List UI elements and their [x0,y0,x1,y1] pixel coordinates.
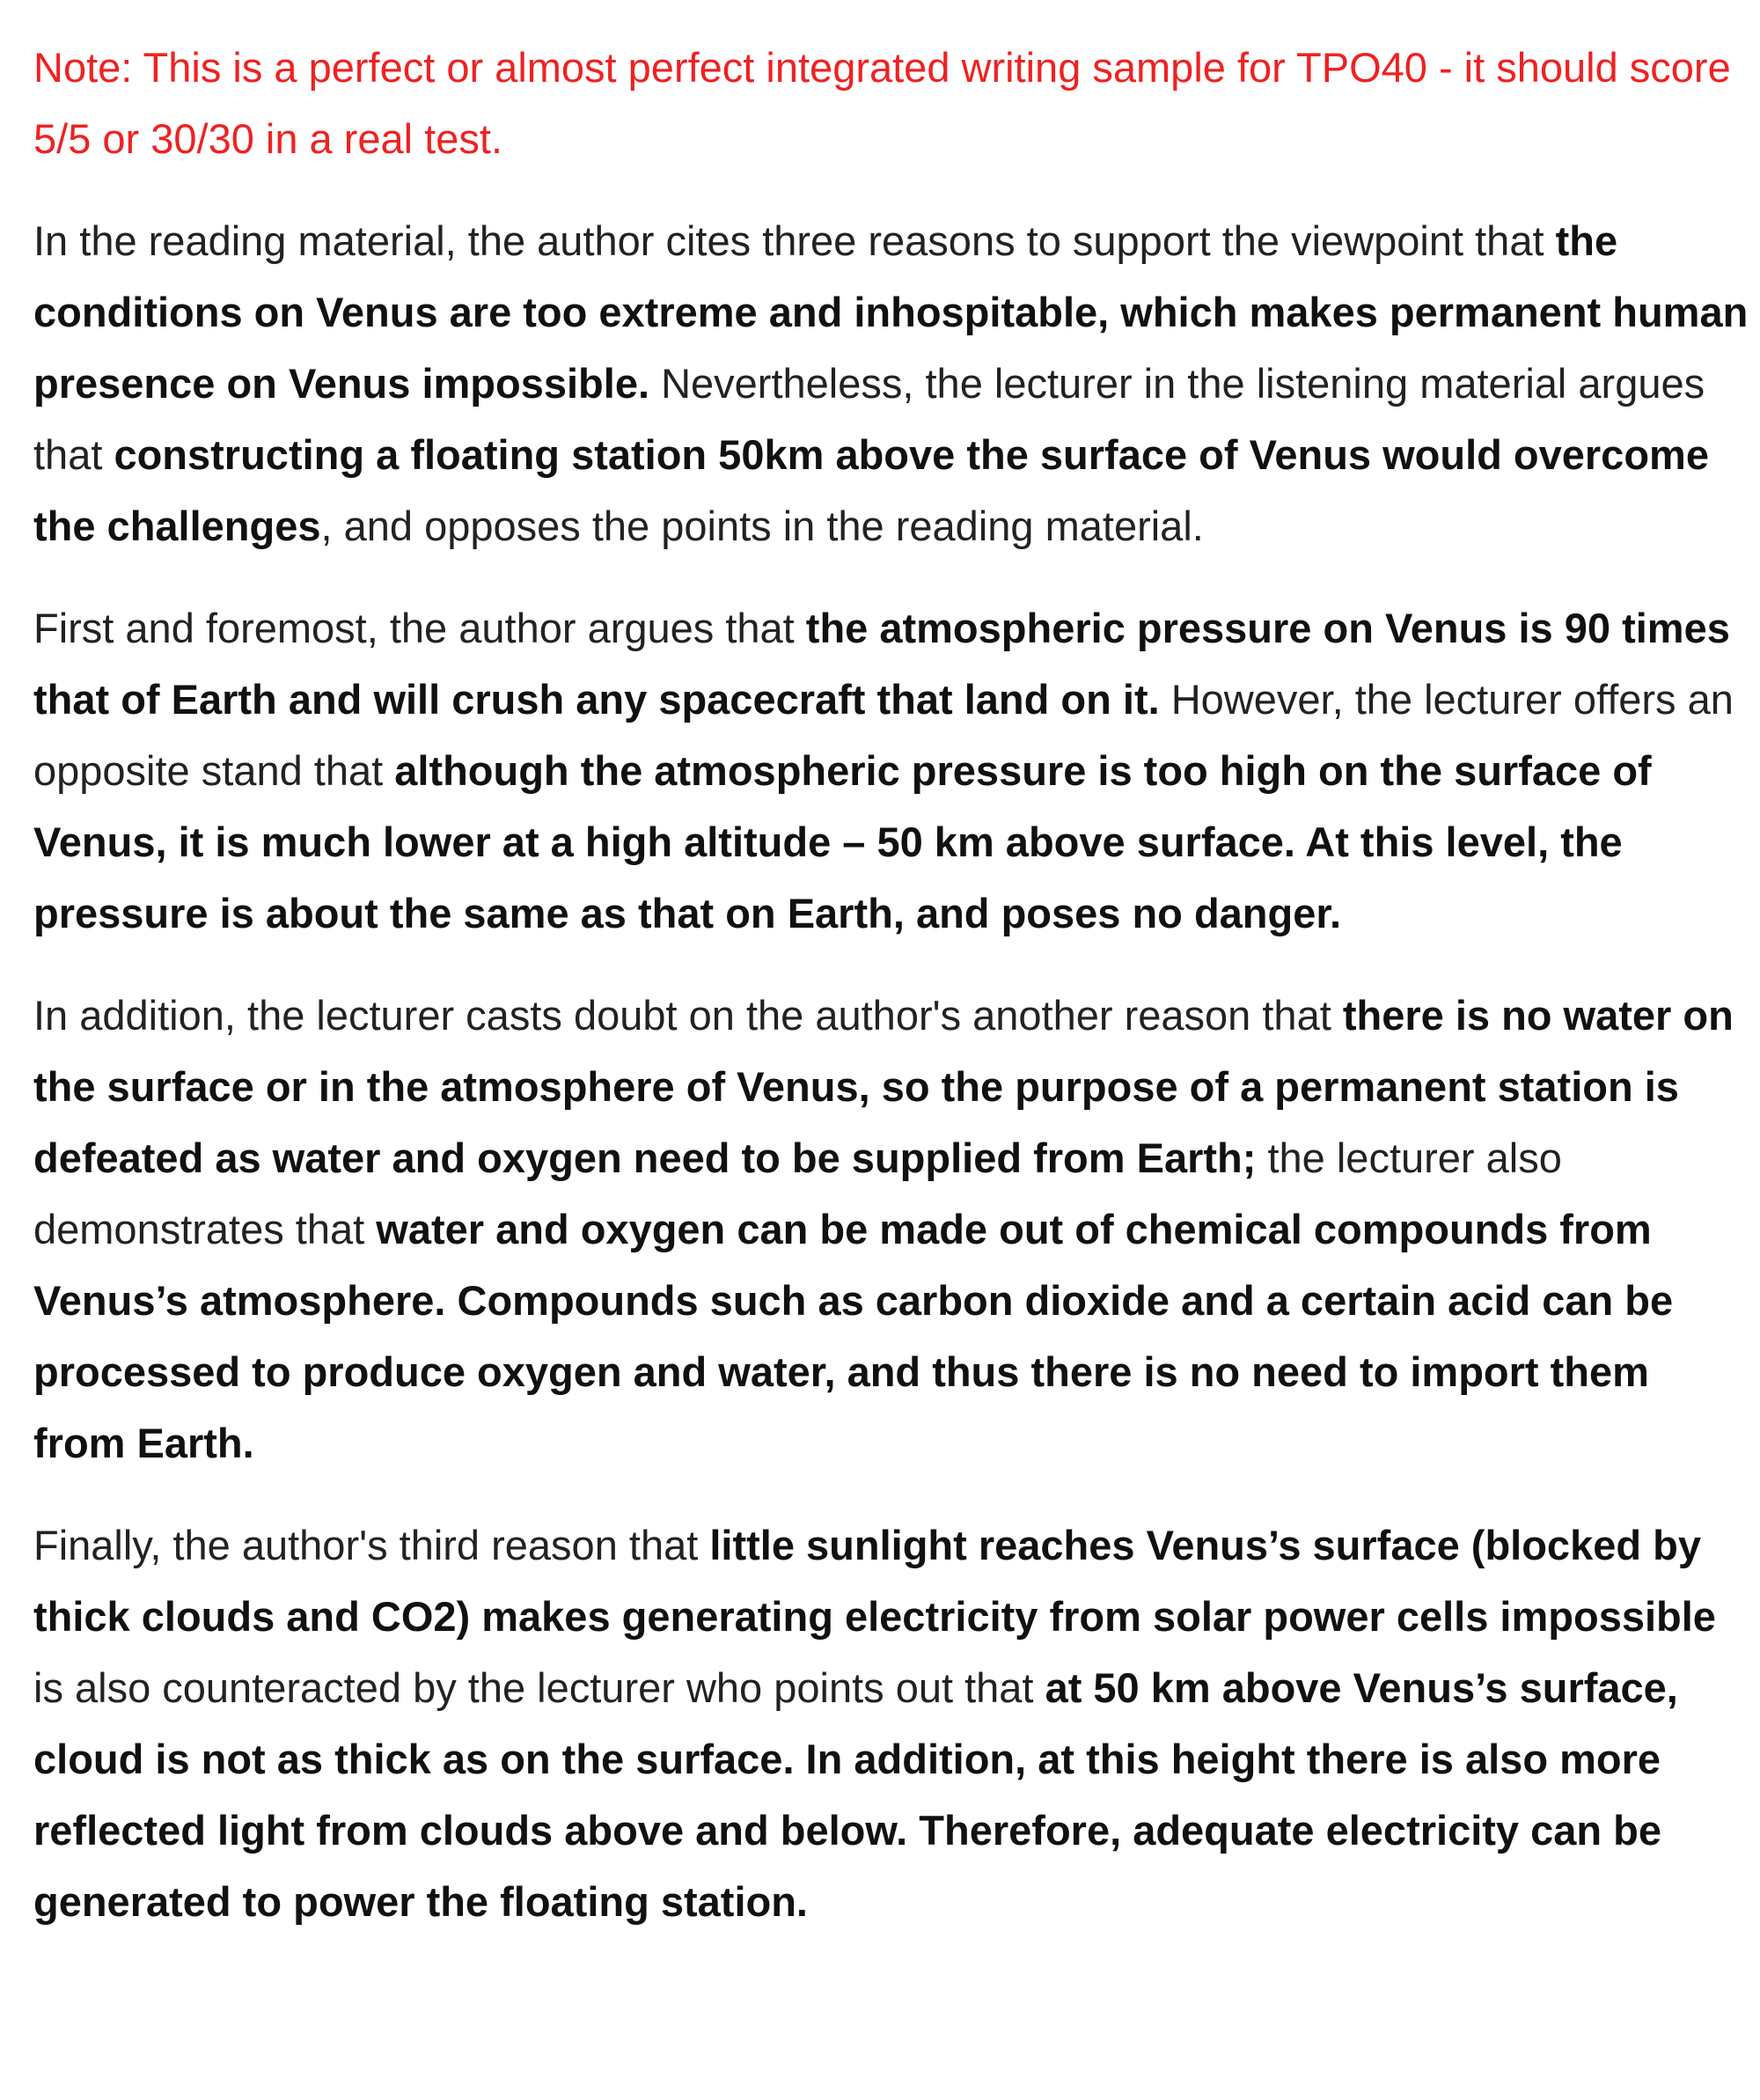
emphasized-text: although the atmospheric pressure is too high on the surface of Venus, it is much lower at a high altitude – 50 km above surface. At this level, the pressure is about the same as that on Earth, and poses no danger. [33,747,1652,936]
emphasized-text: the conditions on Venus are too extreme and inhospitable, which makes permanent human presence on Venus impossible. [33,217,1749,407]
paragraph-text: the lecturer also demonstrates that [33,1134,1562,1252]
essay-paragraph [33,1509,1749,1937]
emphasized-text: the atmospheric pressure on Venus is 90 times that of Earth and will crush any spacecraft that land on it. [33,605,1730,723]
emphasized-text: there is no water on the surface or in the atmosphere of Venus, so the purpose of a permanent station is defeated as water and oxygen need to be supplied from Earth; [33,992,1734,1181]
paragraph-text: , and opposes the points in the reading material. [320,503,1204,549]
essay-article [33,32,1749,1968]
sample-note: Note: This is a perfect or almost perfect integrated writing sample for TPO40 - it should score 5/5 or 30/30 in a real test. [33,44,1731,162]
emphasized-text: at 50 km above Venus’s surface, cloud is not as thick as on the surface. In addition, at this height there is also more reflected light from clouds above and below. Therefore, adequate electricity can be generated to power the floating station. [33,1664,1678,1925]
paragraph-text: Finally, the author's third reason that [33,1522,710,1568]
paragraph-text: In the reading material, the author cites three reasons to support the viewpoint that [33,217,1556,264]
paragraph-text: First and foremost, the author argues that [33,605,806,651]
paragraph-text: Nevertheless, the lecturer in the listening material argues that [33,360,1705,478]
paragraph-text: However, the lecturer offers an opposite stand that [33,676,1734,794]
essay-paragraph [33,592,1749,949]
essay-paragraph [33,980,1749,1479]
paragraph-text: In addition, the lecturer casts doubt on the author's another reason that [33,992,1343,1039]
essay-body [33,205,1749,1937]
essay-paragraph [33,205,1749,562]
emphasized-text: water and oxygen can be made out of chemical compounds from Venus’s atmosphere. Compounds such as carbon dioxide and a certain acid can be processed to produce oxygen and water, and thus there is no need to import them from Earth. [33,1206,1674,1466]
emphasized-text: constructing a floating station 50km above the surface of Venus would overcome the challenges [33,431,1709,549]
emphasized-text: little sunlight reaches Venus’s surface (blocked by thick clouds and CO2) makes generating electricity from solar power cells impossible [33,1522,1716,1640]
paragraph-text: is also counteracted by the lecturer who points out that [33,1664,1045,1711]
